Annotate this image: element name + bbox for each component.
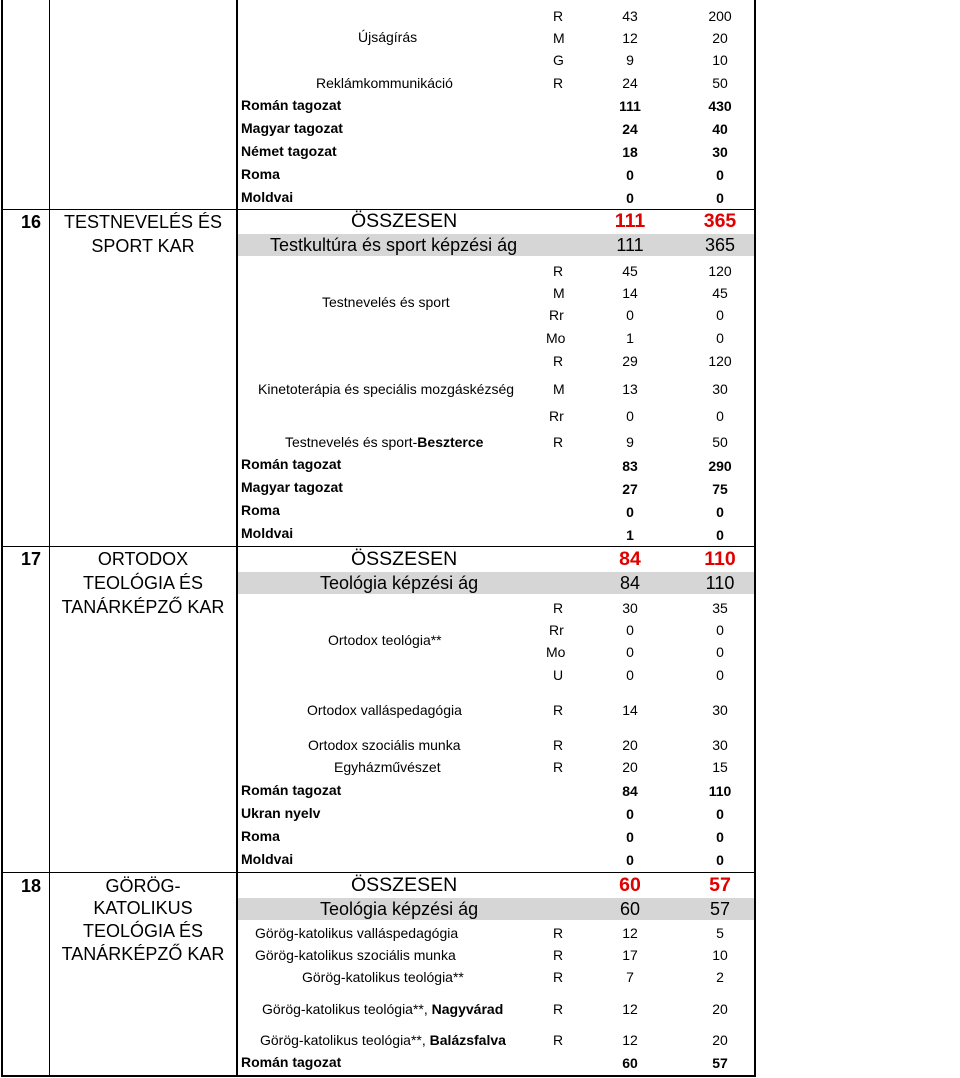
section-value: 0 [716, 806, 724, 822]
section-value: 75 [712, 481, 728, 497]
section-label: Roma [241, 828, 280, 844]
form-code: Mo [546, 330, 566, 346]
form-code: Rr [549, 307, 564, 323]
places-value: 200 [708, 8, 732, 24]
places-value: 120 [708, 353, 732, 369]
section-value: 57 [712, 1055, 728, 1071]
faculty-name: ORTODOX [97, 549, 189, 569]
places-value: 5 [716, 925, 724, 941]
section-value: 18 [622, 144, 638, 160]
form-code: U [553, 667, 564, 683]
section-value: 0 [716, 190, 724, 206]
form-code: R [553, 600, 564, 616]
places-value: 20 [622, 737, 638, 753]
branch-band-18 [237, 898, 754, 920]
places-value: 45 [712, 285, 728, 301]
total-value: 60 [619, 874, 641, 896]
form-code: R [553, 702, 564, 718]
section-label: Magyar tagozat [241, 120, 343, 136]
form-code: R [553, 263, 564, 279]
section-value: 60 [622, 1055, 638, 1071]
form-code: M [553, 285, 565, 301]
section-value: 111 [619, 98, 641, 114]
section-label: Román tagozat [241, 782, 342, 798]
places-value: 20 [622, 759, 638, 775]
faculty-separator [1, 546, 756, 547]
section-label: Moldvai [241, 525, 294, 541]
section-value: 0 [626, 167, 634, 183]
section-value: 0 [716, 829, 724, 845]
section-value: 27 [622, 481, 638, 497]
faculty-name: TANÁRKÉPZŐ KAR [61, 944, 225, 964]
form-code: R [553, 353, 564, 369]
places-value: 50 [712, 75, 728, 91]
program-name: Testnevelés és sport-Beszterce [285, 434, 484, 450]
form-code: R [553, 434, 564, 450]
section-value: 0 [716, 852, 724, 868]
branch-value: 84 [619, 573, 641, 593]
places-value: 30 [712, 737, 728, 753]
location-name: Balázsfalva [429, 1032, 506, 1048]
places-value: 0 [626, 307, 634, 323]
total-value: 365 [703, 210, 737, 232]
program-name: Újságírás [358, 29, 418, 45]
faculty-number: 18 [21, 876, 42, 896]
branch-band-17 [237, 572, 754, 594]
places-value: 43 [622, 8, 638, 24]
form-code: R [553, 925, 564, 941]
form-code: R [553, 1032, 564, 1048]
section-label: Moldvai [241, 189, 294, 205]
branch-value: 57 [709, 899, 731, 919]
places-value: 10 [712, 52, 728, 68]
section-value: 83 [622, 458, 638, 474]
places-value: 17 [622, 947, 638, 963]
section-value: 0 [716, 504, 724, 520]
total-value: 57 [709, 874, 731, 896]
section-label: Román tagozat [241, 1054, 342, 1070]
places-value: 14 [622, 702, 638, 718]
table-border-left [1, 0, 3, 1077]
form-code: Rr [549, 622, 564, 638]
form-code: Rr [549, 408, 564, 424]
branch-label: Teológia képzési ág [320, 899, 479, 919]
branch-label: Testkultúra és sport képzési ág [270, 235, 518, 255]
faculty-name: SPORT KAR [91, 236, 195, 256]
section-value: 24 [622, 121, 638, 137]
section-value: 1 [626, 527, 634, 543]
form-code: G [553, 52, 564, 68]
total-value: 84 [619, 548, 641, 570]
section-value: 0 [626, 504, 634, 520]
places-value: 20 [712, 30, 728, 46]
places-value: 0 [716, 330, 724, 346]
places-value: 1 [626, 330, 634, 346]
places-value: 120 [708, 263, 732, 279]
faculty-separator [1, 872, 756, 873]
total-value: 111 [614, 210, 646, 232]
places-value: 0 [626, 667, 634, 683]
section-label: Magyar tagozat [241, 479, 343, 495]
program-name: Görög-katolikus valláspedagógia [255, 925, 459, 941]
places-value: 7 [626, 969, 634, 985]
column-divider [236, 0, 238, 1077]
program-name: Ortodox teológia** [328, 632, 442, 648]
places-value: 12 [622, 1001, 638, 1017]
places-value: 9 [626, 52, 634, 68]
program-name: Ortodox szociális munka [308, 737, 461, 753]
section-value: 0 [626, 852, 634, 868]
branch-label: Teológia képzési ág [320, 573, 479, 593]
section-value: 110 [708, 783, 732, 799]
table-border-bottom [1, 1075, 756, 1077]
places-value: 14 [622, 285, 638, 301]
places-value: 30 [712, 381, 728, 397]
section-value: 40 [712, 121, 728, 137]
faculty-name: TESTNEVELÉS ÉS [63, 212, 223, 232]
section-label: Moldvai [241, 851, 294, 867]
faculty-name: TANÁRKÉPZŐ KAR [61, 597, 225, 617]
faculty-name: TEOLÓGIA ÉS [82, 921, 204, 941]
places-value: 20 [712, 1032, 728, 1048]
program-name: Görög-katolikus teológia**, Balázsfalva [260, 1032, 506, 1048]
total-value: 110 [704, 548, 736, 570]
form-code: R [553, 75, 564, 91]
places-value: 45 [622, 263, 638, 279]
section-label: Román tagozat [241, 97, 342, 113]
faculty-name: GÖRÖG- [105, 876, 181, 896]
form-code: Mo [546, 644, 566, 660]
places-value: 9 [626, 434, 634, 450]
branch-value: 111 [616, 235, 644, 255]
form-code: M [553, 30, 565, 46]
section-value: 84 [622, 783, 638, 799]
branch-value: 365 [704, 235, 736, 255]
places-value: 30 [622, 600, 638, 616]
places-value: 0 [626, 622, 634, 638]
section-value: 430 [708, 98, 732, 114]
places-value: 0 [716, 622, 724, 638]
program-name: Görög-katolikus teológia**, Nagyvárad [262, 1001, 504, 1017]
places-value: 12 [622, 1032, 638, 1048]
location-name: Nagyvárad [431, 1001, 504, 1017]
places-value: 15 [712, 759, 728, 775]
program-name: Egyházművészet [334, 759, 441, 775]
form-code: R [553, 8, 564, 24]
form-code: R [553, 759, 564, 775]
form-code: R [553, 737, 564, 753]
total-label: ÖSSZESEN [351, 210, 458, 232]
location-name: Beszterce [417, 434, 484, 450]
program-name: Reklámkommunikáció [316, 75, 453, 91]
section-value: 30 [712, 144, 728, 160]
places-value: 20 [712, 1001, 728, 1017]
places-value: 2 [716, 969, 724, 985]
section-label: Roma [241, 502, 280, 518]
section-value: 0 [626, 190, 634, 206]
section-label: Román tagozat [241, 456, 342, 472]
branch-value: 60 [619, 899, 641, 919]
faculty-name: KATOLIKUS [93, 898, 193, 918]
places-value: 12 [622, 30, 638, 46]
faculty-number: 16 [21, 212, 42, 232]
form-code: M [553, 381, 565, 397]
section-label: Roma [241, 166, 280, 182]
places-value: 0 [716, 644, 724, 660]
program-name: Kinetoterápia és speciális mozgáskézség [258, 381, 515, 397]
form-code: R [553, 947, 564, 963]
places-value: 0 [626, 408, 634, 424]
section-value: 0 [626, 806, 634, 822]
faculty-name: TEOLÓGIA ÉS [82, 573, 204, 593]
places-value: 0 [626, 644, 634, 660]
form-code: R [553, 969, 564, 985]
section-label: Német tagozat [241, 143, 337, 159]
branch-value: 110 [705, 573, 735, 593]
program-name: Görög-katolikus teológia** [302, 969, 464, 985]
places-value: 13 [622, 381, 638, 397]
section-value: 0 [716, 527, 724, 543]
program-name: Ortodox valláspedagógia [307, 702, 462, 718]
section-label: Ukran nyelv [241, 805, 321, 821]
places-value: 24 [622, 75, 638, 91]
total-label: ÖSSZESEN [351, 548, 458, 570]
section-value: 0 [626, 829, 634, 845]
places-value: 29 [622, 353, 638, 369]
program-name: Testnevelés és sport [322, 294, 450, 310]
places-value: 0 [716, 408, 724, 424]
places-value: 30 [712, 702, 728, 718]
section-value: 0 [716, 167, 724, 183]
program-name: Görög-katolikus szociális munka [255, 947, 456, 963]
faculty-number: 17 [21, 549, 42, 569]
places-value: 0 [716, 307, 724, 323]
places-value: 35 [712, 600, 728, 616]
places-value: 10 [712, 947, 728, 963]
section-value: 290 [708, 458, 732, 474]
places-value: 0 [716, 667, 724, 683]
places-value: 50 [712, 434, 728, 450]
total-label: ÖSSZESEN [351, 874, 458, 896]
form-code: R [553, 1001, 564, 1017]
places-value: 12 [622, 925, 638, 941]
